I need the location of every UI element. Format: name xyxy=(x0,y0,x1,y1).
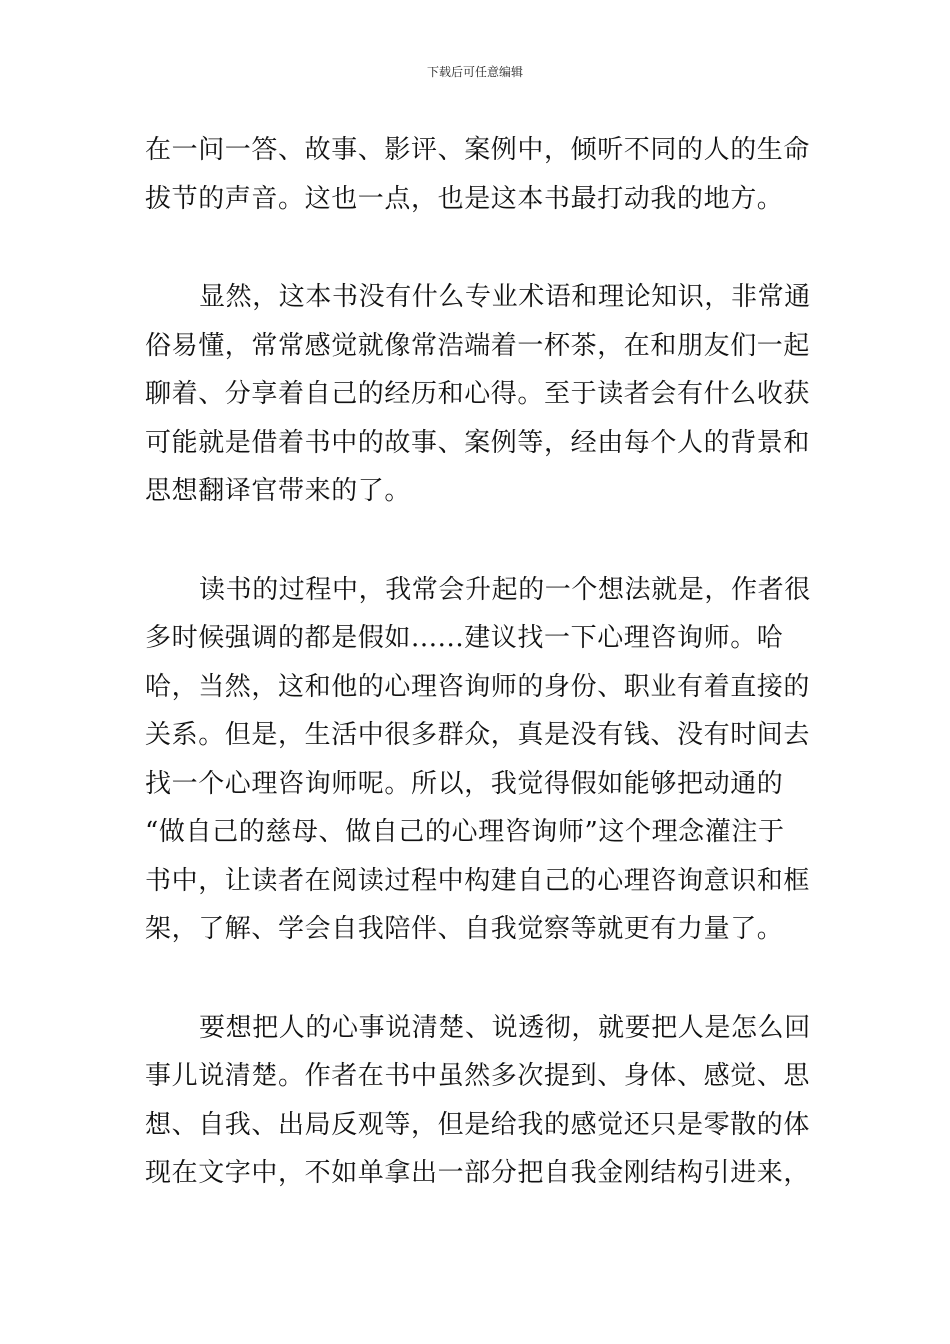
paragraph-line: 关系。但是，生活中很多群众，真是没有钱、没有时间去 xyxy=(145,720,811,750)
paragraph-1 xyxy=(145,126,810,223)
paragraph-line: 多时候强调的都是假如......建议找一下心理咨询师。哈 xyxy=(145,623,784,653)
paragraph-line: 要想把人的心事说清楚、说透彻，就要把人是怎么回 xyxy=(199,1012,811,1043)
paragraph-line: “做自己的慈母、做自己的心理咨询师”这个理念灌注于 xyxy=(145,817,785,847)
paragraph-line: 拔节的声音。这也一点，也是这本书最打动我的地方。 xyxy=(145,183,784,214)
paragraph-line: 读书的过程中，我常会升起的一个想法就是，作者很 xyxy=(199,574,811,605)
paragraph-line: 在一问一答、故事、影评、案例中，倾听不同的人的生命 xyxy=(145,135,811,165)
document-body xyxy=(145,126,810,1248)
paragraph-line: 思想翻译官带来的了。 xyxy=(145,476,412,506)
paragraph-line: 哈，当然，这和他的心理咨询师的身份、职业有着直接的 xyxy=(145,671,811,702)
paragraph-line: 聊着、分享着自己的经历和心得。至于读者会有什么收获 xyxy=(145,379,811,409)
paragraph-line: 事儿说清楚。作者在书中虽然多次提到、身体、感觉、思 xyxy=(145,1061,811,1091)
paragraph-line: 架，了解、学会自我陪伴、自我觉察等就更有力量了。 xyxy=(145,914,784,944)
paragraph-3 xyxy=(145,566,810,954)
paragraph-line: 现在文字中，不如单拿出一部分把自我金刚结构引进来， xyxy=(145,1158,811,1188)
paragraph-line: 找一个心理咨询师呢。所以，我觉得假如能够把动通的 xyxy=(145,768,784,799)
paragraph-line: 显然，这本书没有什么专业术语和理论知识，非常通 xyxy=(199,282,811,312)
paragraph-line: 可能就是借着书中的故事、案例等，经由每个人的背景和 xyxy=(145,427,811,458)
paragraph-line: 想、自我、出局反观等，但是给我的感觉还只是零散的体 xyxy=(145,1109,811,1140)
page-header: 下载后可任意编辑 xyxy=(426,65,523,79)
paragraph-line: 书中，让读者在阅读过程中构建自己的心理咨询意识和框 xyxy=(145,865,811,896)
paragraph-2 xyxy=(145,273,810,516)
paragraph-4 xyxy=(145,1004,810,1198)
paragraph-line: 俗易懂，常常感觉就像常浩端着一杯茶，在和朋友们一起 xyxy=(145,330,811,361)
